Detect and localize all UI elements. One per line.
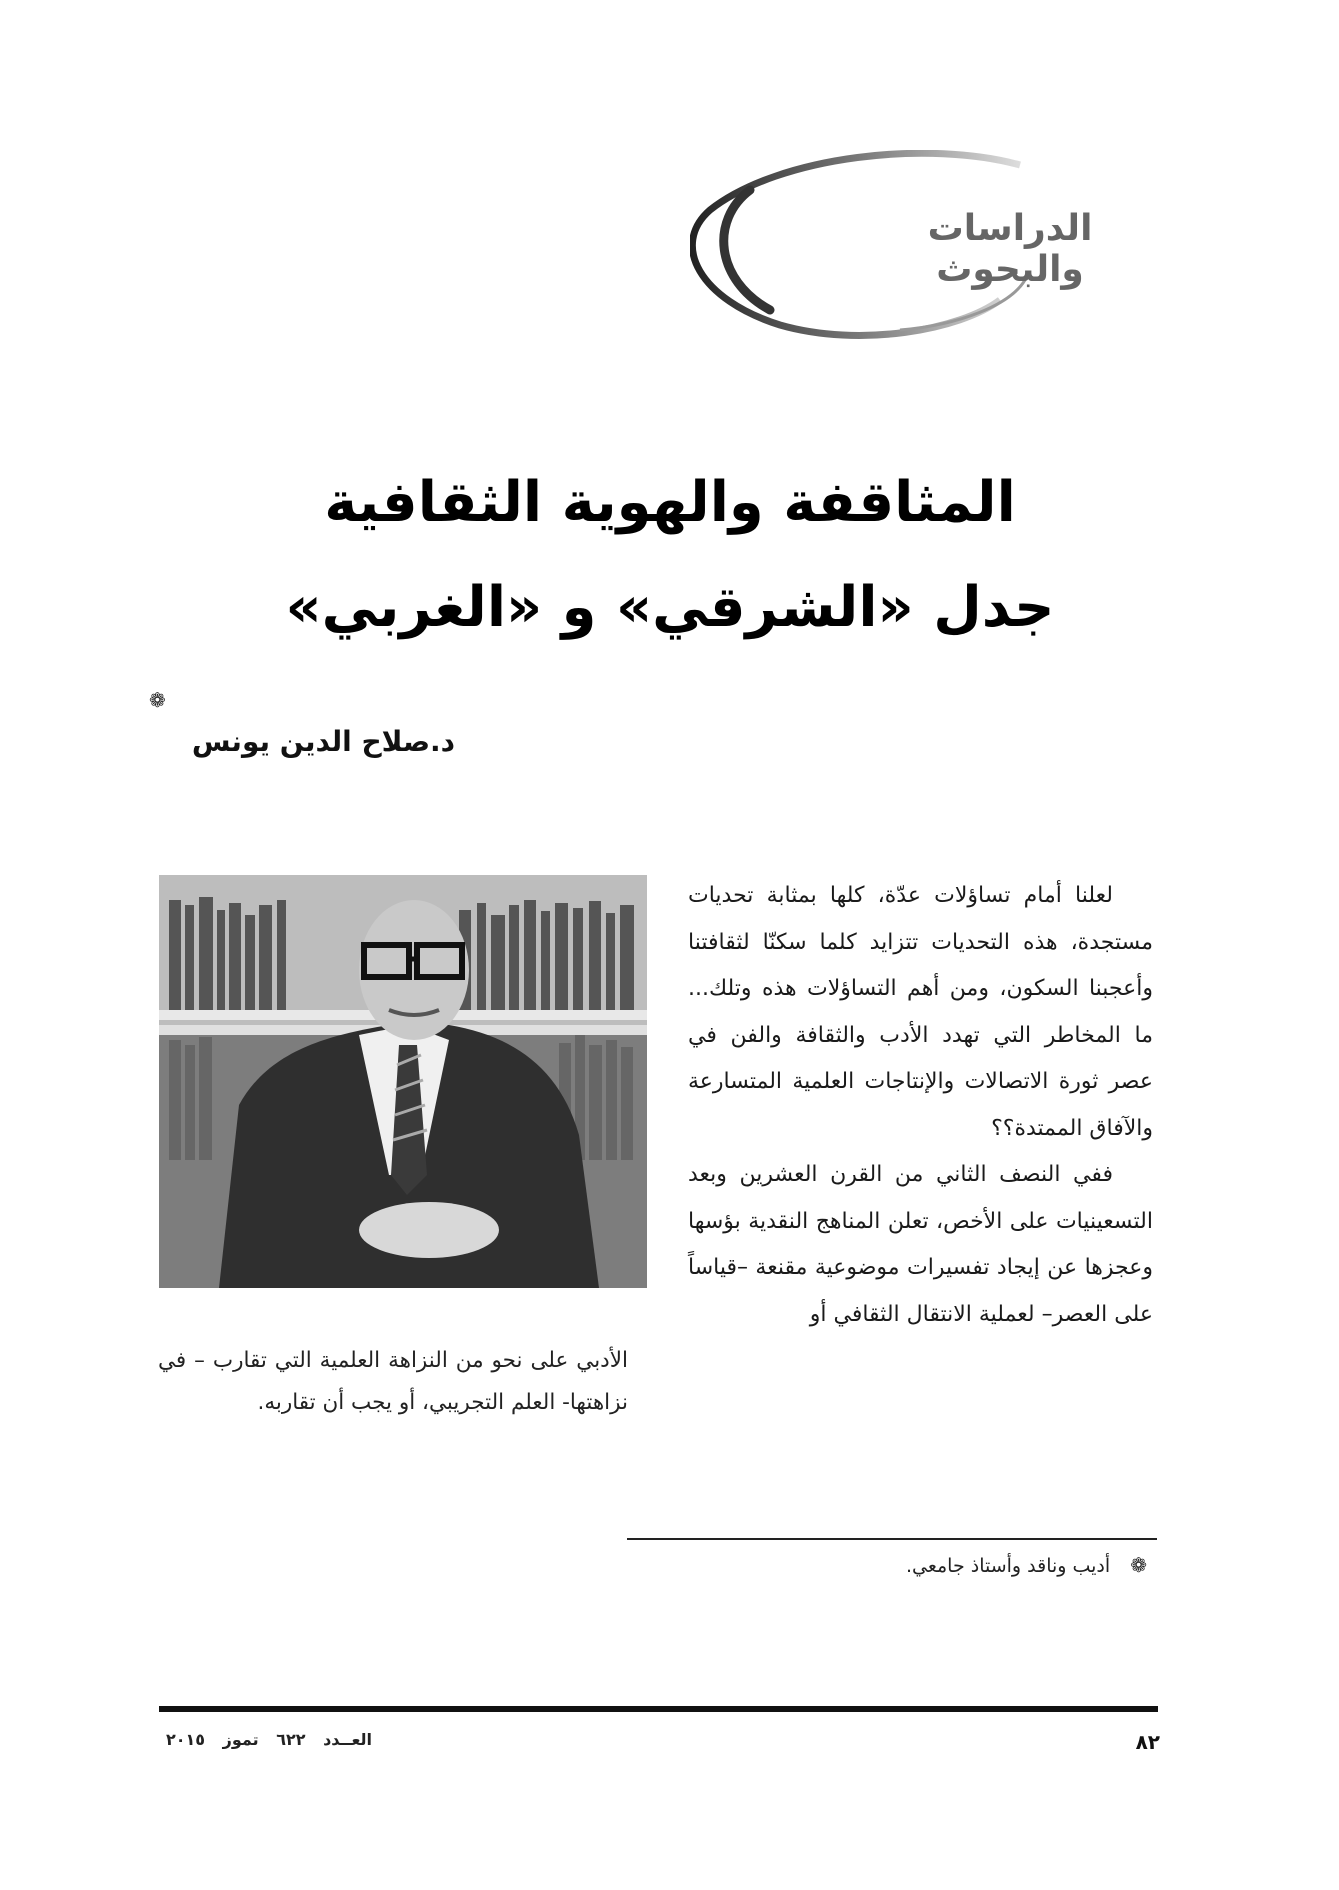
issue-month: تموز: [222, 1730, 259, 1749]
article-title-line-2: جدل «الشرقي» و «الغربي»: [285, 575, 1055, 640]
article-title-line-1: المثاقفة والهوية الثقافية: [324, 470, 1016, 535]
portrait-image: [159, 875, 647, 1288]
issue-label: العــدد: [323, 1730, 372, 1749]
footnote-text: أديب وناقد وأستاذ جامعي.: [905, 1555, 1111, 1577]
issue-info: [160, 1730, 450, 1749]
body-paragraph-2: ففي النصف الثاني من القرن العشرين وبعد التسعينيات على الأخص، تعلن المناهج النقدية بؤسها وعجزها عن إيجاد تفسيرات موضوعية مقنعة –قياساً على العصر– لعملية الانتقال الثقافي أو: [688, 1162, 1153, 1327]
section-logo: [690, 150, 1110, 340]
footnote-divider: [627, 1538, 1157, 1540]
author-name: د.صلاح الدين يونس: [191, 725, 455, 758]
author-photo: [159, 875, 647, 1288]
author-footnote-mark-icon: ❁: [149, 688, 166, 712]
footer-divider: [159, 1706, 1158, 1712]
section-label: الدراسات والبحوث: [927, 208, 1093, 290]
article-body: [688, 873, 1153, 1338]
footnote-flower-icon: ❁: [1130, 1553, 1147, 1577]
issue-number: ٦٢٢: [276, 1730, 306, 1749]
issue-year: ٢٠١٥: [166, 1730, 206, 1749]
page-number: ٨٢: [1135, 1730, 1160, 1754]
footnote: [627, 1553, 1147, 1577]
body-paragraph-1: لعلنا أمام تساؤلات عدّة، كلها بمثابة تحديات مستجدة، هذه التحديات تتزايد كلما سكنّا لثقافتنا وأعجبنا السكون، ومن أهم التساؤلات هذه وتلك... ما المخاطر التي تهدد الأدب والثقافة والفن في عصر ثورة الاتصالات والإنتاجات العلمية المتسارعة والآفاق الممتدة؟؟: [688, 883, 1153, 1141]
photo-caption: الأدبي على نحو من النزاهة العلمية التي تقارب – في نزاهتها- العلم التجريبي، أو يجب أن تقاربه.: [158, 1348, 628, 1415]
